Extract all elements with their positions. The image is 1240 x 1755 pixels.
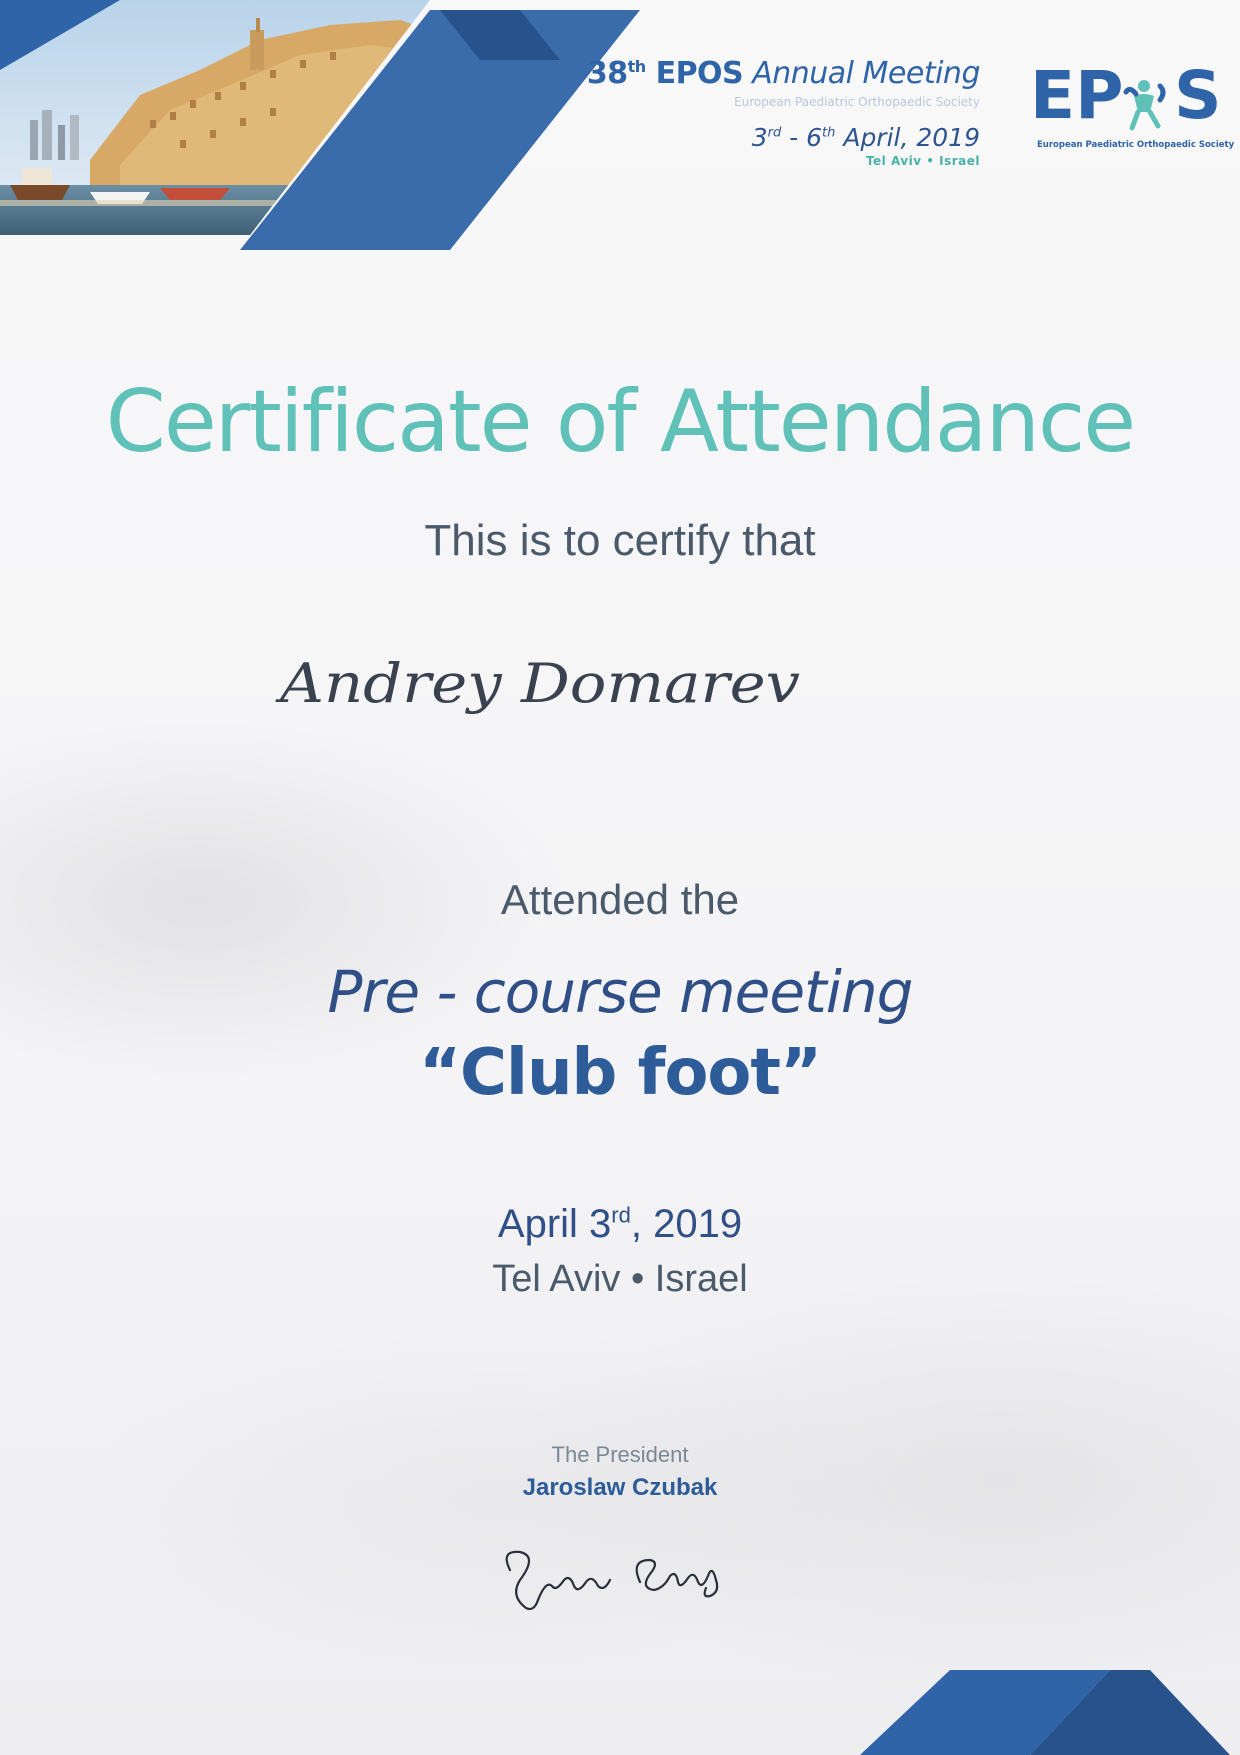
conference-ordinal-suffix: th (627, 57, 646, 76)
conference-ordinal: 38 (586, 56, 628, 91)
recipient-name-handwritten (270, 630, 830, 730)
recipient-name-text: Andrey Domarev (274, 652, 800, 715)
event-location: Tel Aviv • Israel (492, 1258, 748, 1300)
conference-date-start-suffix: rd (767, 125, 782, 141)
conference-title (560, 56, 980, 91)
event-date (0, 1202, 1240, 1247)
conference-dates (560, 123, 980, 152)
event-date-month: April 3 (497, 1202, 612, 1246)
president-name: Jaroslaw Czubak (522, 1474, 718, 1501)
course-name: “Club foot” (418, 1036, 822, 1110)
certify-line: This is to certify that (424, 516, 816, 565)
footer-band (860, 1660, 1240, 1755)
event-date-suffix: rd (611, 1202, 631, 1228)
certificate-title: Certificate of Attendance (105, 372, 1135, 472)
course-type: Pre - course meeting (327, 958, 913, 1026)
conference-society-subtitle: European Paediatric Orthopaedic Society (734, 95, 980, 109)
conference-date-end-suffix: th (822, 125, 836, 141)
conference-date-start: 3 (751, 123, 768, 152)
event-date-year: , 2019 (630, 1202, 743, 1246)
conference-org: EPOS (655, 56, 744, 91)
president-role: The President (551, 1442, 689, 1467)
svg-text:EP: EP (1030, 57, 1124, 134)
conference-header (560, 56, 980, 168)
conference-date-rest: April, 2019 (835, 123, 980, 152)
attended-line: Attended the (500, 876, 740, 923)
conference-event: Annual Meeting (752, 56, 980, 91)
conference-place: Tel Aviv • Israel (865, 154, 980, 168)
epos-child-figure-icon (1126, 80, 1163, 128)
president-signature (490, 1530, 750, 1620)
svg-text:S: S (1174, 57, 1222, 134)
conference-date-separator: - (781, 123, 807, 152)
conference-date-end: 6 (806, 123, 823, 152)
logo-caption: European Paediatric Orthopaedic Society (1037, 140, 1235, 150)
